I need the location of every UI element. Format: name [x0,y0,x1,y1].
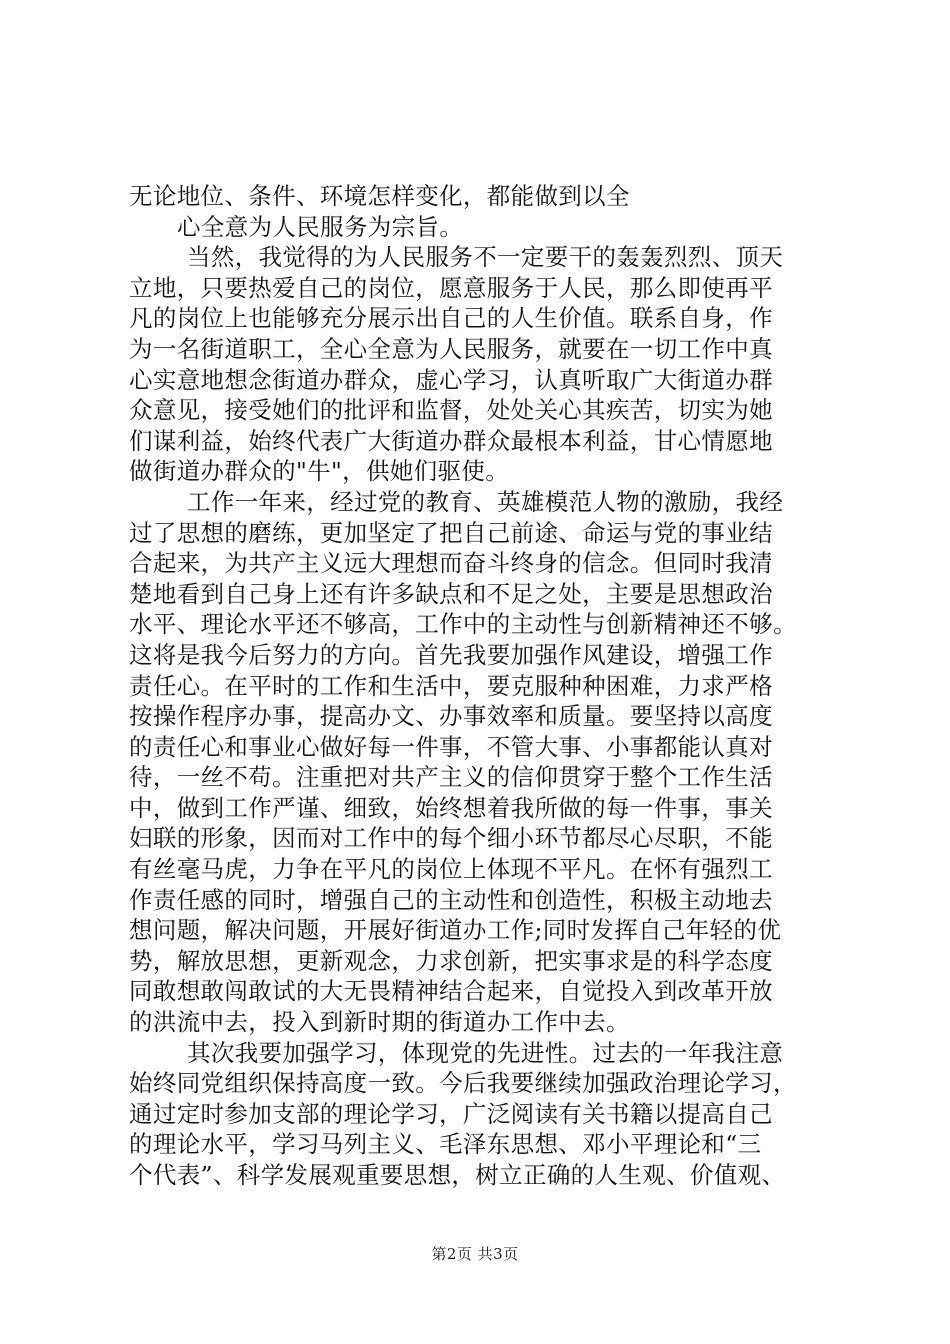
text-line: 心实意地想念街道办群众，虚心学习，认真听取广大街道办群 [129,365,773,394]
text-line: 责任心。在平时的工作和生活中，要克服种种困难，力求严格 [129,671,773,700]
text-line: 中，做到工作严谨、细致，始终想着我所做的每一件事，事关 [129,793,773,822]
text-line: 凡的岗位上也能够充分展示出自己的人生价值。联系自身，作 [129,304,773,333]
text-line: 始终同党组织保持高度一致。今后我要继续加强政治理论学习， [129,1069,797,1098]
text-line: 的责任心和事业心做好每一件事，不管大事、小事都能认真对 [129,732,773,761]
text-line: 过了思想的磨练，更加坚定了把自己前途、命运与党的事业结 [129,518,773,547]
body-text [129,181,849,1191]
text-line: 众意见，接受她们的批评和监督，处处关心其疾苦，切实为她 [129,396,773,425]
text-line: 妇联的形象，因而对工作中的每个细小环节都尽心尽职，不能 [129,824,773,853]
text-line: 们谋利益，始终代表广大街道办群众最根本利益，甘心情愿地 [129,426,773,455]
text-line: 立地，只要热爱自己的岗位，愿意服务于人民，那么即使再平 [129,273,773,302]
paragraph-start-line: 工作一年来，经过党的教育、英雄模范人物的激励，我经 [187,487,784,516]
text-line: 待，一丝不苟。注重把对共产主义的信仰贯穿于整个工作生活 [129,763,773,792]
text-line: 水平、理论水平还不够高，工作中的主动性与创新精神还不够。 [129,610,797,639]
text-line: 心全意为人民服务为宗旨。 [177,212,464,241]
text-line: 势，解放思想，更新观念，力求创新，把实事求是的科学态度 [129,946,773,975]
paragraph-start-line: 其次我要加强学习，体现党的先进性。过去的一年我注意 [187,1038,784,1067]
text-line: 想问题，解决问题，开展好街道办工作;同时发挥自己年轻的优 [129,916,782,945]
text-line: 这将是我今后努力的方向。首先我要加强作风建设，增强工作 [129,640,773,669]
text-line: 为一名街道职工，全心全意为人民服务，就要在一切工作中真 [129,334,773,363]
text-line: 做街道办群众的"牛"，供她们驱使。 [129,457,510,486]
text-line: 作责任感的同时，增强自己的主动性和创造性，积极主动地去 [129,885,773,914]
text-line: 楚地看到自己身上还有许多缺点和不足之处，主要是思想政治 [129,579,773,608]
text-line: 的理论水平，学习马列主义、毛泽东思想、邓小平理论和“三 [129,1130,762,1159]
paragraph-start-line: 当然，我觉得的为人民服务不一定要干的轰轰烈烈、顶天 [187,243,784,272]
page-number-footer: 第2页 共3页 [431,1245,519,1263]
text-line: 的洪流中去，投入到新时期的街道办工作中去。 [129,1008,630,1037]
text-line: 有丝毫马虎，力争在平凡的岗位上体现不平凡。在怀有强烈工 [129,855,773,884]
text-line: 个代表”、科学发展观重要思想，树立正确的人生观、价值观、 [129,1161,786,1189]
text-line: 按操作程序办事，提高办文、办事效率和质量。要坚持以高度 [129,702,773,731]
text-line: 通过定时参加支部的理论学习，广泛阅读有关书籍以提高自己 [129,1099,773,1128]
text-line: 同敢想敢闯敢试的大无畏精神结合起来，自觉投入到改革开放 [129,977,773,1006]
text-line: 无论地位、条件、环境怎样变化，都能做到以全 [129,182,630,210]
text-line: 合起来，为共产主义远大理想而奋斗终身的信念。但同时我清 [129,549,773,578]
